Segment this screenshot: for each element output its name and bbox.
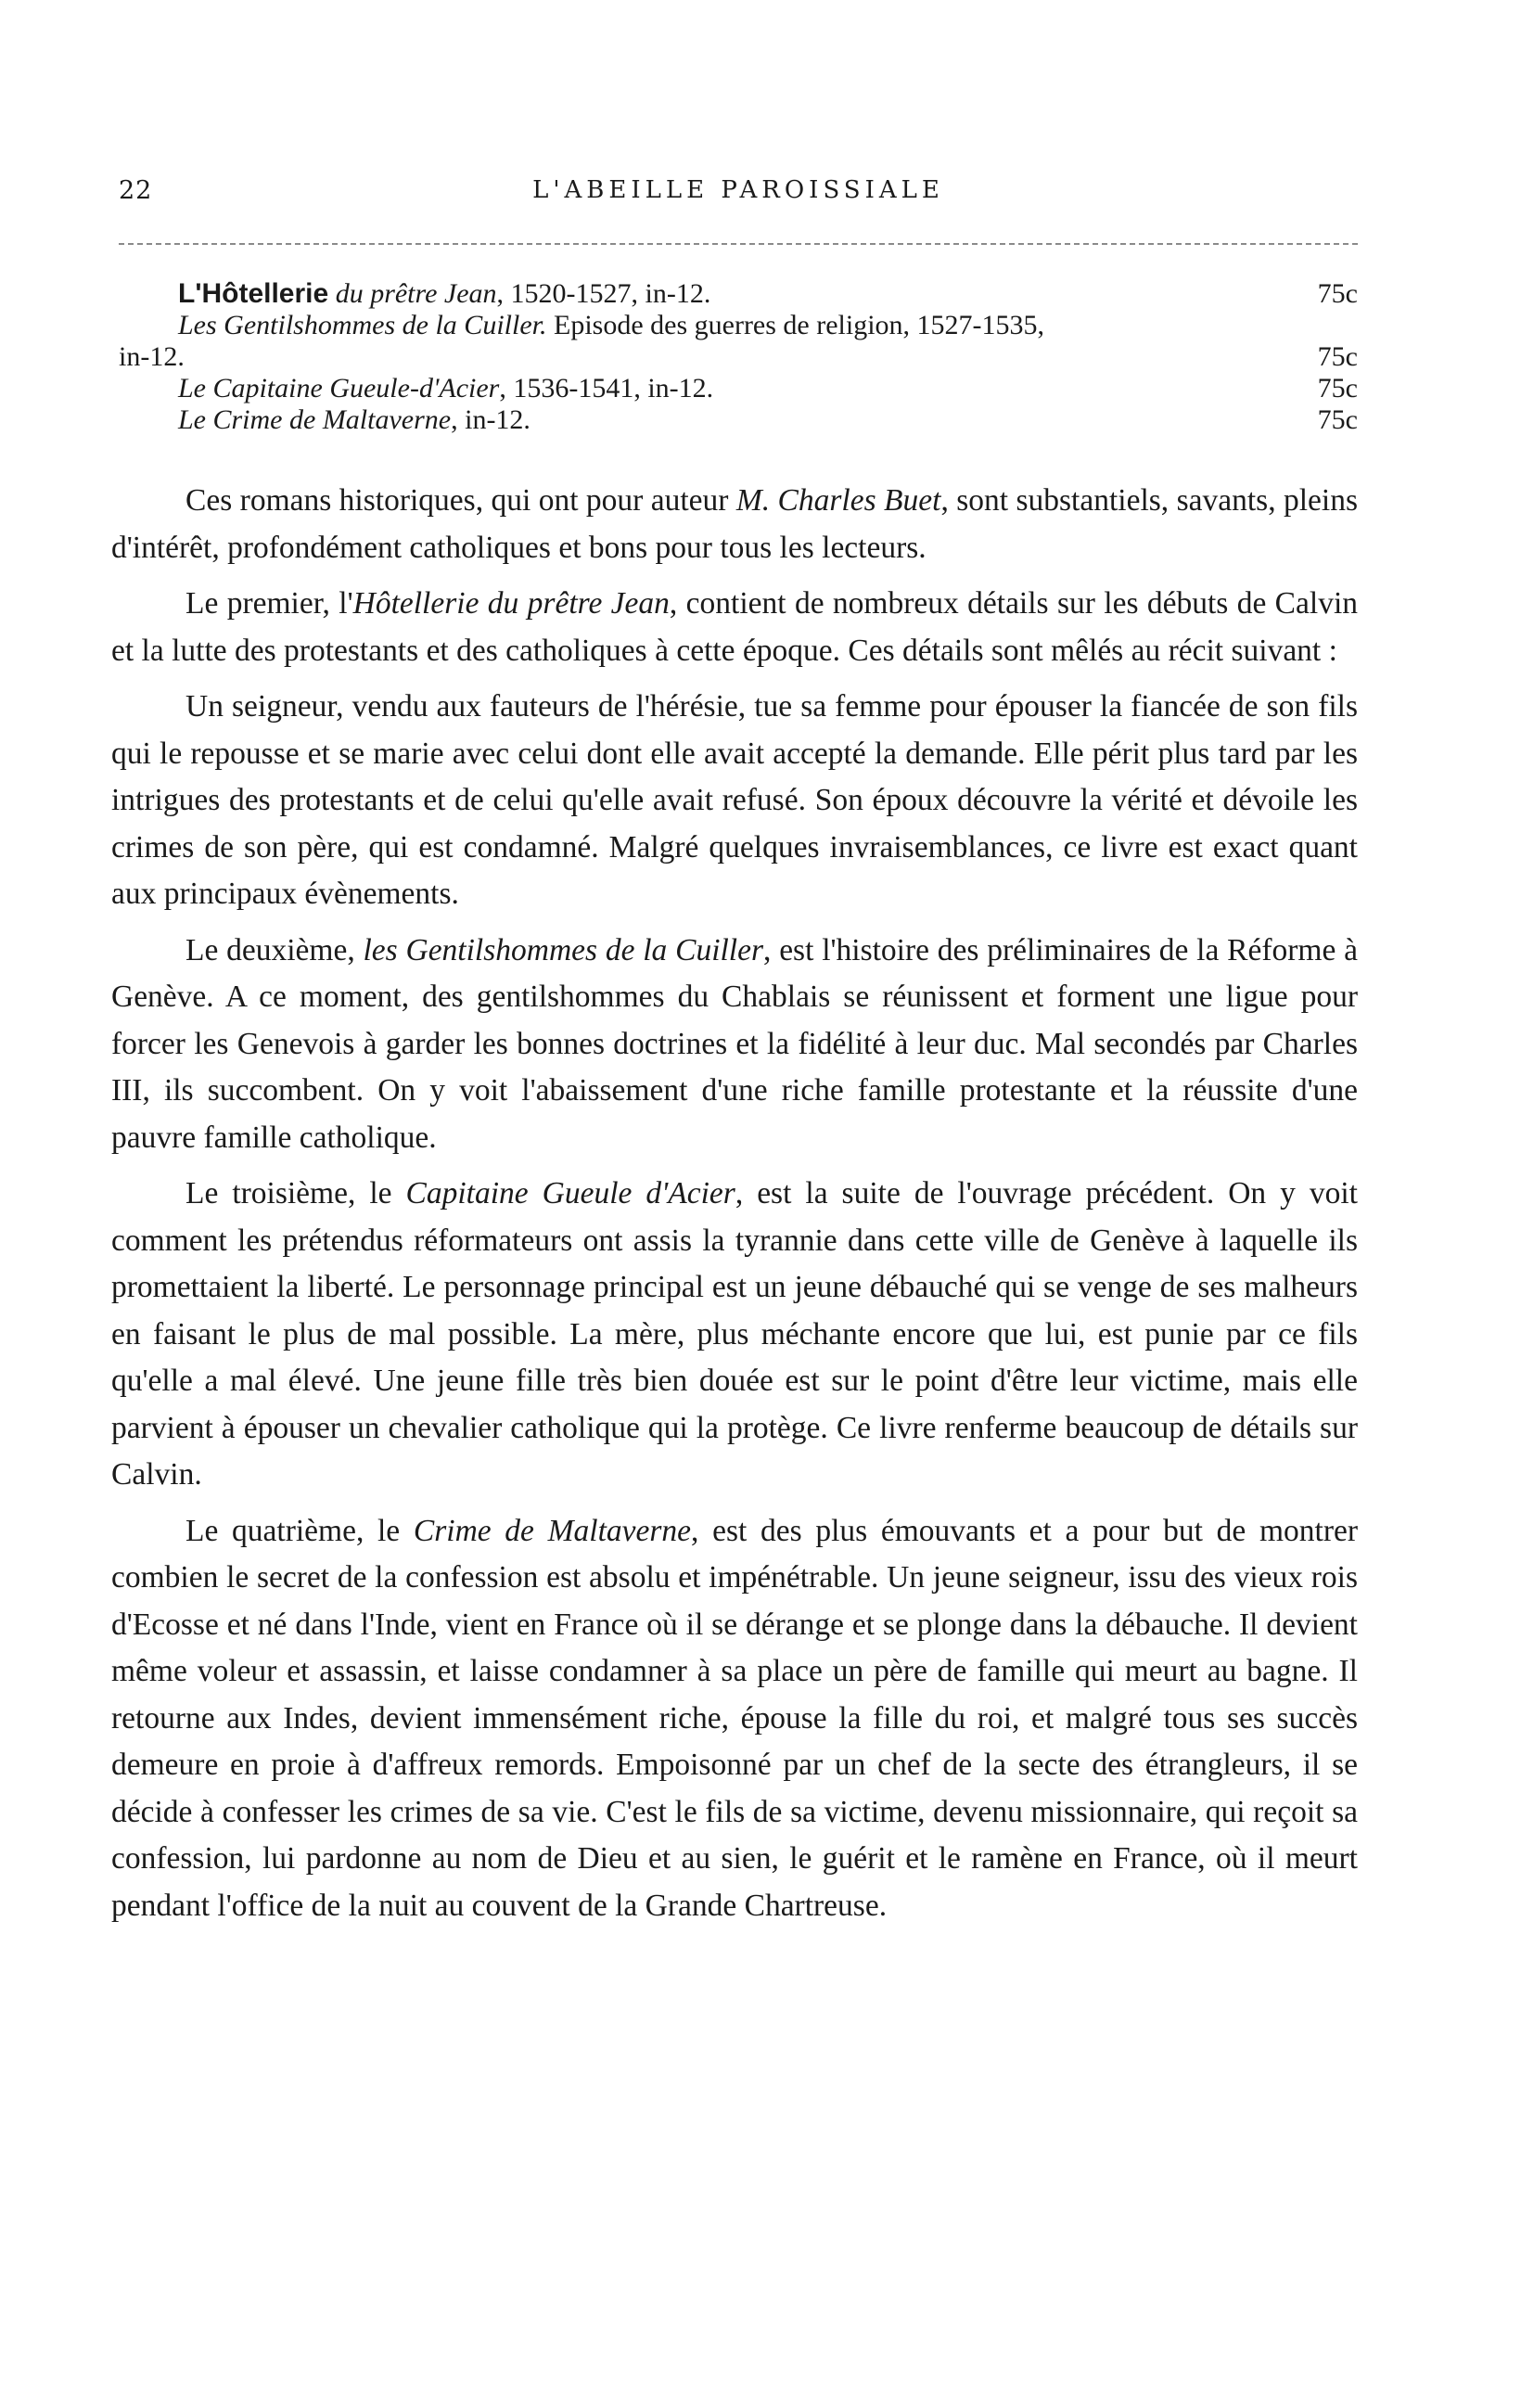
italic-title: Crime de Maltaverne <box>413 1513 692 1548</box>
catalog-entry <box>119 278 1358 310</box>
paragraph-text: Le deuxième, <box>185 932 364 967</box>
paragraph <box>111 928 1358 1162</box>
paragraph-text: Le troisième, le <box>185 1176 406 1210</box>
paragraph-text: , contient de nombreux détails sur les débuts de Calvin et la lutte des protestants et des catholiques à cette époque. Ces détails sont mêlés au récit suivant : <box>111 586 1359 668</box>
paragraph <box>111 581 1358 674</box>
paragraph-text: Le quatrième, le <box>185 1513 414 1548</box>
italic-title: les Gentilshommes de la Cuiller <box>363 932 764 967</box>
page-number: 22 <box>119 176 153 205</box>
catalog-entry-text <box>119 341 185 373</box>
catalog-entry <box>119 373 1358 404</box>
catalog-entry-text <box>178 278 710 310</box>
catalog-details: , 1536-1541, in-12. <box>499 373 714 403</box>
catalog-details: , 1520-1527, in-12. <box>496 278 711 309</box>
catalog-entry-text <box>178 373 713 404</box>
paragraph-text: Le premier, l' <box>185 586 353 621</box>
catalog-details: , in-12. <box>451 404 530 435</box>
catalog-price: 75c <box>1317 373 1358 403</box>
catalog-entry-text <box>178 310 1044 341</box>
italic-title: M. Charles Buet <box>735 483 941 518</box>
paragraph-text: , est des plus émouvants et a pour but de montrer combien le secret de la confession est absolu et impénétrable. Un jeune seigneur, issu des vieux rois d'Ecosse et né dans l'Inde, vient en France où il se dérange et se plonge dans la débauche. Il devient même voleur et assassin, et laisse condamner à sa place un père de famille qui meurt au bagne. Il retourne aux Indes, devient immensément riche, épouse la fille du roi, et malgré tous ses succès demeure en proie à d'affreux remords. Empoisonné par un chef de la secte des étrangleurs, il se décide à confesser les crimes de sa vie. C'est le fils de sa victime, devenu missionnaire, qui reçoit sa confession, lui pardonne au nom de Dieu et au sien, le guérit et le ramène en France, où il meurt pendant l'office de la nuit au couvent de la Grande Chartreuse. <box>111 1513 1358 1923</box>
journal-title: L'ABEILLE PAROISSIALE <box>532 176 944 204</box>
italic-title: Capitaine Gueule d'Acier <box>405 1176 735 1210</box>
catalog-entry <box>119 341 1358 373</box>
paragraph-text: , est l'histoire des préliminaires de la Réforme à Genève. A ce moment, des gentilshommes du Chablais se réunissent et forment une ligue pour forcer les Genevois à garder les bonnes doctrines et la fidélité à leur duc. Mal secondés par Charles III, ils succombent. On y voit l'abaissement d'une riche famille protestante et la réussite d'une pauvre famille catholique. <box>111 932 1358 1155</box>
paragraph-text: Ces romans historiques, qui ont pour auteur <box>185 483 736 518</box>
paragraph-text: , est la suite de l'ouvrage précédent. On y voit comment les prétendus réformateurs ont assis la tyrannie dans cette ville de Genève à laquelle ils promettaient la liberté. Le personnage principal est un jeune débauché qui se venge de ses malheurs en faisant le plus de mal possible. La mère, plus méchante encore que lui, est punie par ce fils qu'elle a mal élevé. Une jeune fille très bien douée est sur le point d'être leur victime, mais elle parvient à épouser un chevalier catholique qui la protège. Ce livre renferme beaucoup de détails sur Calvin. <box>111 1176 1358 1492</box>
catalog-title-italic: Les Gentilshommes de la Cuiller. <box>178 310 547 340</box>
paragraph <box>111 684 1358 918</box>
header-rule <box>119 243 1358 245</box>
catalog-title-italic: Le Capitaine Gueule-d'Acier <box>178 373 500 403</box>
article-body <box>111 478 1358 1939</box>
book-catalog <box>119 278 1358 436</box>
paragraph <box>111 478 1358 571</box>
catalog-details: in-12. <box>119 341 185 372</box>
catalog-entry-text <box>178 404 530 436</box>
catalog-title-italic: du prêtre Jean <box>335 278 497 309</box>
catalog-price: 75c <box>1317 278 1358 309</box>
catalog-entry <box>119 310 1358 341</box>
paragraph <box>111 1171 1358 1499</box>
catalog-price: 75c <box>1317 404 1358 435</box>
paragraph-text: , sont substantiels, savants, pleins d'intérêt, profondément catholiques et bons pour tous les lecteurs. <box>111 483 1359 565</box>
italic-title: Hôtellerie du prêtre Jean <box>352 586 670 621</box>
catalog-title-bold: L'Hôtellerie <box>178 278 329 309</box>
running-head <box>119 176 1358 213</box>
catalog-entry <box>119 404 1358 436</box>
paragraph <box>111 1508 1358 1930</box>
catalog-title-italic: Le Crime de Maltaverne <box>178 404 452 435</box>
paragraph-text: Un seigneur, vendu aux fauteurs de l'hérésie, tue sa femme pour épouser la fiancée de son fils qui le repousse et se marie avec celui dont elle avait accepté la demande. Elle périt plus tard par les intrigues des protestants et de celui qu'elle avait refusé. Son époux découvre la vérité et dévoile les crimes de son père, qui est condamné. Malgré quelques invraisemblances, ce livre est exact quant aux principaux évènements. <box>111 689 1358 911</box>
catalog-details: Episode des guerres de religion, 1527-1535, <box>546 310 1045 340</box>
catalog-price: 75c <box>1317 341 1358 372</box>
